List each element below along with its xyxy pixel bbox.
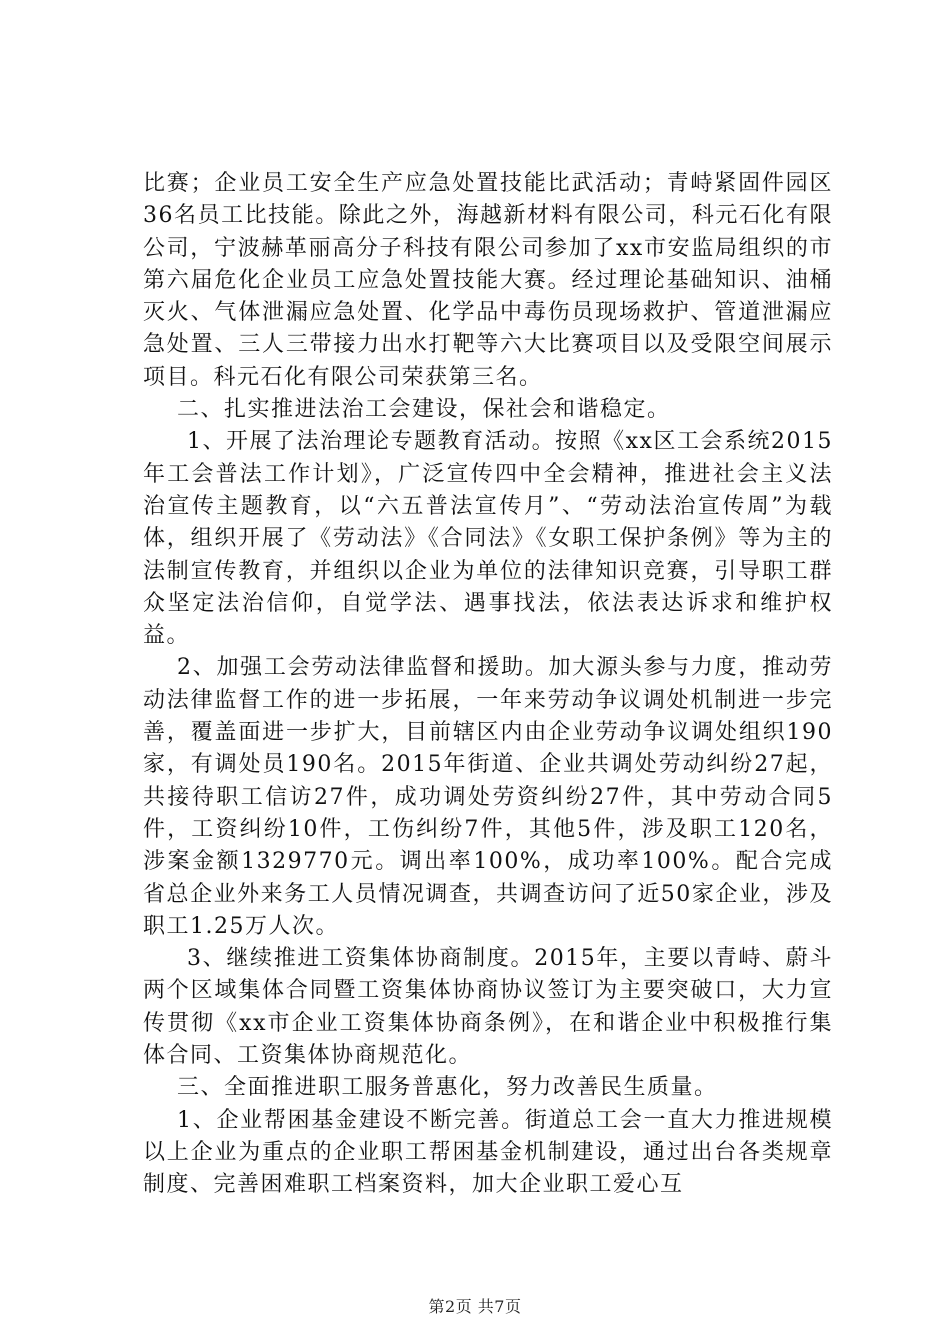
- page-number-footer: 第2页 共7页: [428, 1297, 522, 1316]
- paragraph-wage-negotiation: 3、继续推进工资集体协商制度。2015年，主要以青峙、蔚斗两个区域集体合同暨工资集体协商协议签订为主要突破口，大力宣传贯彻《xx市企业工资集体协商条例》，在和谐企业中积极推行集体合同、工资集体协商规范化。: [143, 946, 833, 1069]
- paragraph-assistance-fund: 1、企业帮困基金建设不断完善。街道总工会一直大力推进规模以上企业为重点的企业职工帮困基金机制建设，通过出台各类规章制度、完善困难职工档案资料，加大企业职工爱心互: [143, 1107, 833, 1198]
- paragraph-competition-continued: 比赛；企业员工安全生产应急处置技能比武活动；青峙紧固件园区36名员工比技能。除此之外，海越新材料有限公司，科元石化有限公司，宁波赫革丽高分子科技有限公司参加了xx市安监局组织的市第六届危化企业员工应急处置技能大赛。经过理论基础知识、油桶灭火、气体泄漏应急处置、化学品中毒伤员现场救护、管道泄漏应急处置、三人三带接力出水打靶等六大比赛项目以及受限空间展示项目。科元石化有限公司荣获第三名。: [143, 171, 833, 390]
- section-heading-rule-of-law: 二、扎实推进法治工会建设，保社会和谐稳定。: [177, 397, 671, 423]
- paragraph-labor-supervision: 2、加强工会劳动法律监督和援助。加大源头参与力度，推动劳动法律监督工作的进一步拓展，一年来劳动争议调处机制进一步完善，覆盖面进一步扩大，目前辖区内由企业劳动争议调处组织190家，有调处员190名。2015年街道、企业共调处劳动纠纷27起，共接待职工信访27件，成功调处劳资纠纷27件，其中劳动合同5件，工资纠纷10件，工伤纠纷7件，其他5件，涉及职工120名，涉案金额1329770元。调出率100%，成功率100%。配合完成省总企业外来务工人员情况调查，共调查访问了近50家企业，涉及职工1.25万人次。: [143, 655, 833, 939]
- document-body: [143, 168, 833, 1202]
- paragraph-legal-education: 1、开展了法治理论专题教育活动。按照《xx区工会系统2015年工会普法工作计划》，广泛宣传四中全会精神，推进社会主义法治宣传主题教育，以“六五普法宣传月”、“劳动法治宣传周”为载体，组织开展了《劳动法》《合同法》《女职工保护条例》等为主的法制宣传教育，并组织以企业为单位的法律知识竞赛，引导职工群众坚定法治信仰，自觉学法、遇事找法，依法表达诉求和维护权益。: [143, 429, 833, 649]
- section-heading-worker-services: 三、全面推进职工服务普惠化，努力改善民生质量。: [177, 1075, 718, 1101]
